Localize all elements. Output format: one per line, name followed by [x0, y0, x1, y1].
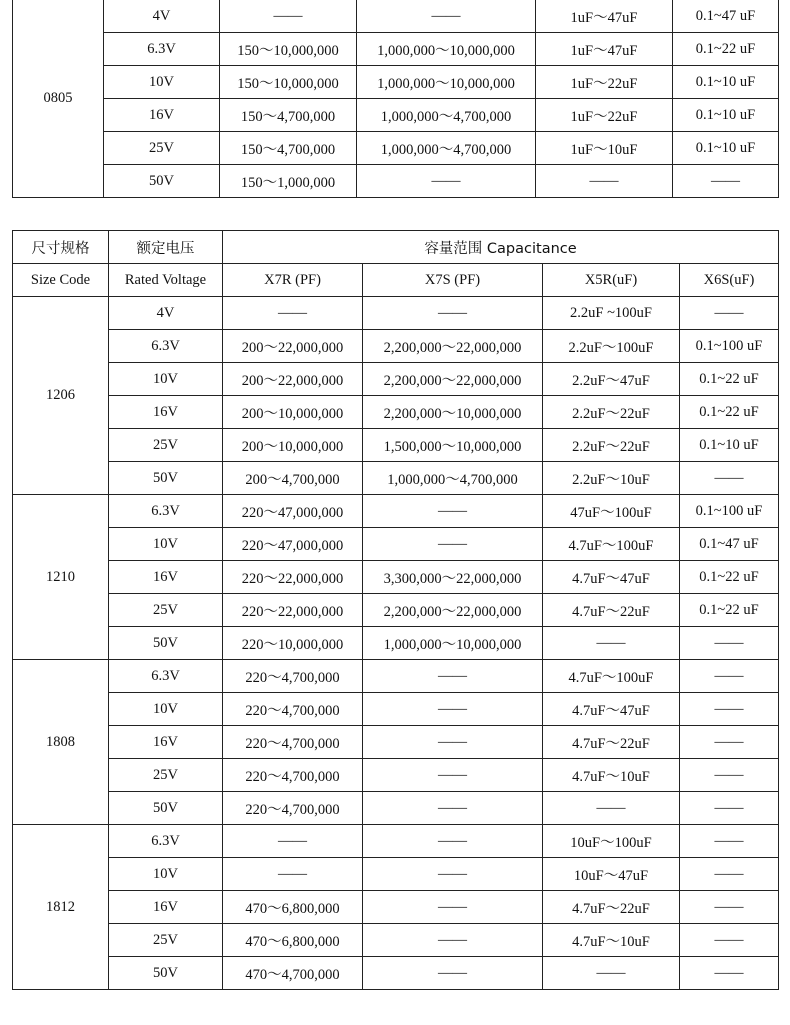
x5r-cell: —— [536, 165, 673, 198]
x6s-cell: —— [680, 693, 779, 726]
x7r-cell: —— [223, 825, 363, 858]
x5r-cell: 1uF～22uF [536, 99, 673, 132]
table-row [13, 0, 779, 33]
x7r-cell: —— [220, 0, 357, 33]
x7r-cell: 220～4,700,000 [223, 660, 363, 693]
x7s-cell: —— [357, 0, 536, 33]
x7r-cell: 470～6,800,000 [223, 891, 363, 924]
x7r-cell: 220～4,700,000 [223, 693, 363, 726]
table-row [13, 627, 779, 660]
header-size-en: Size Code [13, 264, 109, 297]
x7s-cell: —— [363, 528, 543, 561]
x6s-cell: —— [680, 726, 779, 759]
table-row [13, 594, 779, 627]
x5r-cell: 2.2uF～22uF [543, 396, 680, 429]
x7r-cell: 200～4,700,000 [223, 462, 363, 495]
x5r-cell: 4.7uF～47uF [543, 561, 680, 594]
x6s-cell: —— [673, 165, 779, 198]
x6s-cell: 0.1~100 uF [680, 330, 779, 363]
x7r-cell: 200～22,000,000 [223, 330, 363, 363]
table-row [13, 693, 779, 726]
table-row [13, 957, 779, 990]
x5r-cell: 4.7uF～22uF [543, 594, 680, 627]
table-row [13, 99, 779, 132]
voltage-cell: 50V [104, 165, 220, 198]
x5r-cell: 10uF～100uF [543, 825, 680, 858]
x5r-cell: 4.7uF～10uF [543, 759, 680, 792]
voltage-cell: 16V [109, 726, 223, 759]
x6s-cell: —— [680, 462, 779, 495]
voltage-cell: 6.3V [109, 495, 223, 528]
table-row [13, 66, 779, 99]
x7r-cell: 150～4,700,000 [220, 99, 357, 132]
voltage-cell: 6.3V [109, 660, 223, 693]
x5r-cell: 2.2uF～22uF [543, 429, 680, 462]
voltage-cell: 25V [109, 924, 223, 957]
table-row [13, 528, 779, 561]
x7s-cell: —— [363, 297, 543, 330]
x7s-cell: 2,200,000～22,000,000 [363, 363, 543, 396]
header-x5r: X5R(uF) [543, 264, 680, 297]
voltage-cell: 25V [109, 759, 223, 792]
x6s-cell: 0.1~22 uF [680, 594, 779, 627]
size-code-cell: 1206 [13, 297, 109, 495]
table-row [13, 132, 779, 165]
table-row [13, 660, 779, 693]
x7s-cell: 1,000,000～10,000,000 [357, 66, 536, 99]
header-x6s: X6S(uF) [680, 264, 779, 297]
x7s-cell: —— [363, 792, 543, 825]
x6s-cell: —— [680, 957, 779, 990]
x7s-cell: 1,000,000～4,700,000 [363, 462, 543, 495]
x7s-cell: 1,000,000～10,000,000 [357, 33, 536, 66]
x7s-cell: —— [363, 495, 543, 528]
x7r-cell: 220～4,700,000 [223, 792, 363, 825]
x7r-cell: 150～4,700,000 [220, 132, 357, 165]
x7r-cell: 200～10,000,000 [223, 429, 363, 462]
x7s-cell: 2,200,000～22,000,000 [363, 330, 543, 363]
x7r-cell: 150～10,000,000 [220, 66, 357, 99]
header-voltage-zh: 额定电压 [109, 231, 223, 264]
x5r-cell: 4.7uF～100uF [543, 528, 680, 561]
x7r-cell: 470～6,800,000 [223, 924, 363, 957]
voltage-cell: 4V [109, 297, 223, 330]
x6s-cell: —— [680, 759, 779, 792]
size-code-cell: 1812 [13, 825, 109, 990]
x7r-cell: 200～22,000,000 [223, 363, 363, 396]
x5r-cell: 4.7uF～22uF [543, 726, 680, 759]
x7s-cell: —— [363, 726, 543, 759]
x5r-cell: —— [543, 792, 680, 825]
size-code-cell: 1808 [13, 660, 109, 825]
table-row [13, 165, 779, 198]
x5r-cell: 4.7uF～47uF [543, 693, 680, 726]
x7s-cell: 3,300,000～22,000,000 [363, 561, 543, 594]
x7s-cell: —— [363, 825, 543, 858]
x7s-cell: —— [363, 693, 543, 726]
voltage-cell: 16V [109, 891, 223, 924]
x7s-cell: —— [363, 957, 543, 990]
x7s-cell: —— [363, 891, 543, 924]
size-code-cell: 0805 [13, 0, 104, 198]
voltage-cell: 25V [104, 132, 220, 165]
table-row [13, 429, 779, 462]
x6s-cell: 0.1~10 uF [673, 132, 779, 165]
x5r-cell: —— [543, 957, 680, 990]
voltage-cell: 6.3V [109, 825, 223, 858]
voltage-cell: 25V [109, 429, 223, 462]
table-row [13, 495, 779, 528]
x7s-cell: —— [363, 660, 543, 693]
x5r-cell: 4.7uF～10uF [543, 924, 680, 957]
x7r-cell: 150～10,000,000 [220, 33, 357, 66]
x5r-cell: 2.2uF ~100uF [543, 297, 680, 330]
table-row [13, 726, 779, 759]
table-row [13, 858, 779, 891]
table-row [13, 396, 779, 429]
x6s-cell: 0.1~47 uF [673, 0, 779, 33]
voltage-cell: 50V [109, 792, 223, 825]
table-row [13, 330, 779, 363]
x7s-cell: 1,000,000～4,700,000 [357, 132, 536, 165]
header-size-zh: 尺寸规格 [13, 231, 109, 264]
x7r-cell: 220～4,700,000 [223, 726, 363, 759]
voltage-cell: 10V [109, 693, 223, 726]
x7r-cell: 470～4,700,000 [223, 957, 363, 990]
x7r-cell: 220～47,000,000 [223, 528, 363, 561]
table-row [13, 792, 779, 825]
voltage-cell: 16V [109, 561, 223, 594]
header-row [13, 231, 779, 264]
x5r-cell: 4.7uF～22uF [543, 891, 680, 924]
x5r-cell: 2.2uF～100uF [543, 330, 680, 363]
x5r-cell: 4.7uF～100uF [543, 660, 680, 693]
x6s-cell: —— [680, 825, 779, 858]
x6s-cell: 0.1~22 uF [673, 33, 779, 66]
voltage-cell: 10V [109, 363, 223, 396]
x5r-cell: 1uF～47uF [536, 33, 673, 66]
header-x7r: X7R (PF) [223, 264, 363, 297]
x7s-cell: 1,000,000～4,700,000 [357, 99, 536, 132]
x6s-cell: 0.1~22 uF [680, 396, 779, 429]
voltage-cell: 10V [104, 66, 220, 99]
x6s-cell: —— [680, 924, 779, 957]
table-row [13, 924, 779, 957]
x6s-cell: 0.1~100 uF [680, 495, 779, 528]
x7s-cell: 1,500,000～10,000,000 [363, 429, 543, 462]
x7r-cell: 200～10,000,000 [223, 396, 363, 429]
x5r-cell: 1uF～47uF [536, 0, 673, 33]
x7r-cell: —— [223, 858, 363, 891]
table-row [13, 825, 779, 858]
x6s-cell: 0.1~22 uF [680, 363, 779, 396]
x6s-cell: —— [680, 627, 779, 660]
x5r-cell: 10uF～47uF [543, 858, 680, 891]
header-row [13, 264, 779, 297]
header-x7s: X7S (PF) [363, 264, 543, 297]
voltage-cell: 10V [109, 528, 223, 561]
x6s-cell: —— [680, 297, 779, 330]
x7r-cell: 150～1,000,000 [220, 165, 357, 198]
capacitance-table [12, 230, 779, 990]
header-voltage-en: Rated Voltage [109, 264, 223, 297]
voltage-cell: 4V [104, 0, 220, 33]
x6s-cell: 0.1~10 uF [673, 66, 779, 99]
x7s-cell: 2,200,000～10,000,000 [363, 396, 543, 429]
x6s-cell: —— [680, 660, 779, 693]
x5r-cell: 2.2uF～47uF [543, 363, 680, 396]
voltage-cell: 50V [109, 627, 223, 660]
x5r-cell: 1uF～22uF [536, 66, 673, 99]
table-row [13, 33, 779, 66]
x6s-cell: —— [680, 891, 779, 924]
x6s-cell: 0.1~10 uF [673, 99, 779, 132]
x7s-cell: —— [363, 759, 543, 792]
x7s-cell: —— [363, 924, 543, 957]
x7r-cell: —— [223, 297, 363, 330]
size-code-cell: 1210 [13, 495, 109, 660]
voltage-cell: 16V [109, 396, 223, 429]
voltage-cell: 50V [109, 957, 223, 990]
table-row [13, 297, 779, 330]
x7r-cell: 220～10,000,000 [223, 627, 363, 660]
x6s-cell: —— [680, 858, 779, 891]
voltage-cell: 16V [104, 99, 220, 132]
x7s-cell: —— [363, 858, 543, 891]
table-row [13, 891, 779, 924]
x7s-cell: —— [357, 165, 536, 198]
x5r-cell: 2.2uF～10uF [543, 462, 680, 495]
x7r-cell: 220～47,000,000 [223, 495, 363, 528]
table-row [13, 462, 779, 495]
x6s-cell: 0.1~47 uF [680, 528, 779, 561]
x6s-cell: 0.1~22 uF [680, 561, 779, 594]
capacitance-table-0805 [12, 0, 779, 198]
table-row [13, 561, 779, 594]
x7r-cell: 220～4,700,000 [223, 759, 363, 792]
x7s-cell: 2,200,000～22,000,000 [363, 594, 543, 627]
table-row [13, 759, 779, 792]
x5r-cell: —— [543, 627, 680, 660]
voltage-cell: 6.3V [109, 330, 223, 363]
x6s-cell: —— [680, 792, 779, 825]
voltage-cell: 10V [109, 858, 223, 891]
table-row [13, 363, 779, 396]
x6s-cell: 0.1~10 uF [680, 429, 779, 462]
voltage-cell: 50V [109, 462, 223, 495]
x7r-cell: 220～22,000,000 [223, 561, 363, 594]
x5r-cell: 47uF～100uF [543, 495, 680, 528]
voltage-cell: 6.3V [104, 33, 220, 66]
x7s-cell: 1,000,000～10,000,000 [363, 627, 543, 660]
x5r-cell: 1uF～10uF [536, 132, 673, 165]
header-capacitance: 容量范围 Capacitance [223, 231, 779, 264]
voltage-cell: 25V [109, 594, 223, 627]
x7r-cell: 220～22,000,000 [223, 594, 363, 627]
